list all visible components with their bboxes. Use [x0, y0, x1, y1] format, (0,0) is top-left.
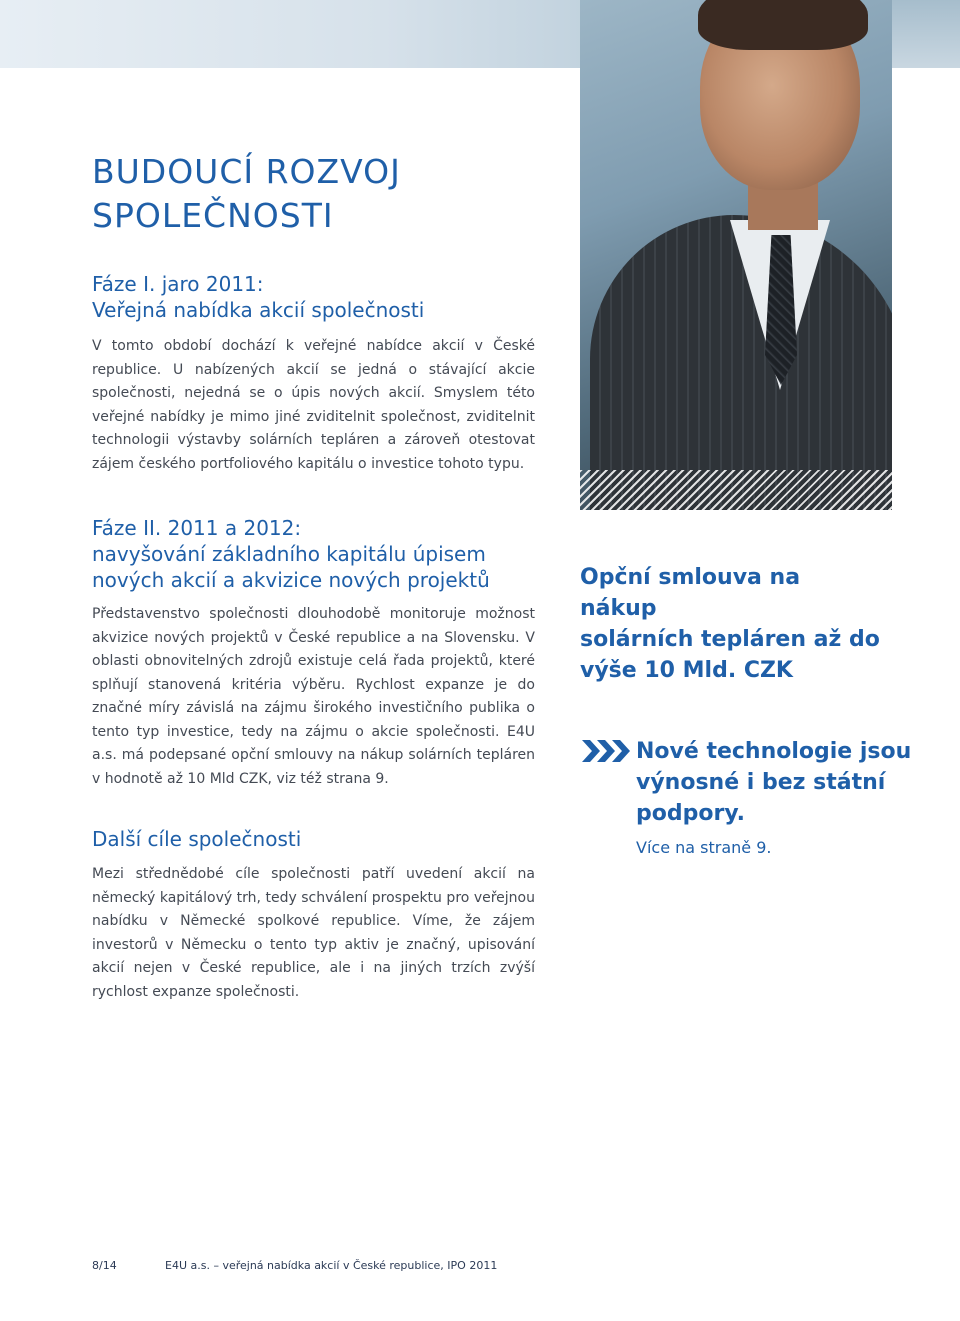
promo-callout	[636, 736, 916, 829]
photo-hair	[698, 0, 868, 50]
photo-suit	[590, 215, 892, 510]
phase1-heading-line-2: Veřejná nabídka akcií společnosti	[92, 298, 425, 322]
phase2-heading-line-2: navyšování základního kapitálu úpisem	[92, 542, 486, 566]
chevron-arrows-icon	[582, 740, 632, 762]
page-title-line-2: SPOLEČNOSTI	[92, 196, 334, 235]
pull-quote	[580, 562, 880, 686]
pull-quote-line-2: solárních tepláren až do	[580, 627, 880, 652]
pull-quote-line-1: Opční smlouva na nákup	[580, 565, 801, 621]
goals-heading	[92, 826, 301, 852]
businessman-photo	[580, 0, 892, 510]
phase1-heading-line-1: Fáze I. jaro 2011:	[92, 272, 264, 296]
footer-text: E4U a.s. – veřejná nabídka akcií v České republice, IPO 2011	[165, 1259, 498, 1272]
promo-line-2: výnosné i bez státní	[636, 770, 886, 795]
page-number: 8/14	[92, 1259, 117, 1272]
phase2-heading-line-3: nových akcií a akvizice nových projektů	[92, 568, 490, 592]
phase2-heading-line-1: Fáze II. 2011 a 2012:	[92, 516, 302, 540]
promo-line-3: podpory.	[636, 801, 746, 826]
phase1-heading	[92, 271, 424, 323]
phase2-heading	[92, 515, 490, 593]
goals-body: Mezi střednědobé cíle společnosti patří uvedení akcií na německý kapitálový trh, tedy schválení prospektu pro veřejnou nabídku v Německé spolkové republice. Víme, že zájem investorů v Německu o tento typ aktiv je značný, upisování akcií nejen v České republice, ale i na jiných trzích zvýší rychlost expanze společnosti.	[92, 866, 535, 1000]
phase2-body: Představenstvo společnosti dlouhodobě monitoruje možnost akvizice nových projektů v České republice a na Slovensku. V oblasti obnovitelných zdrojů existuje celá řada projektů, které splňují stanovená kritéria výběru. Rychlost expanze je do značné míry závislá na zájmu širokého investičního publika o tento typ investice, tedy na zájmu o akcie společnosti. E4U a.s. má podepsané opční smlouvy na nákup solárních tepláren v hodnotě až 10 Mld CZK, viz též strana 9.	[92, 606, 535, 787]
pull-quote-line-3: výše 10 Mld. CZK	[580, 658, 793, 683]
header-photo-edge	[892, 0, 960, 68]
promo-line-1: Nové technologie jsou	[636, 739, 912, 764]
photo-hatch-pattern	[580, 470, 892, 510]
goals-heading-text: Další cíle společnosti	[92, 827, 302, 851]
phase1-body: V tomto období dochází k veřejné nabídce akcií v České republice. U nabízených akcií se jedná o stávající akcie společnosti, nejedná se o úpis nových akcií. Smyslem této veřejné nabídky je mimo jiné zviditelnit společnost, zviditelnit technologii výstavby solárních tepláren a zároveň otestovat zájem českého portfoliového kapitálu o investice tohoto typu.	[92, 338, 535, 472]
page-title	[92, 150, 401, 238]
page-title-line-1: BUDOUCÍ ROZVOJ	[92, 152, 401, 191]
more-on-page-link[interactable]: Více na straně 9.	[636, 838, 772, 857]
